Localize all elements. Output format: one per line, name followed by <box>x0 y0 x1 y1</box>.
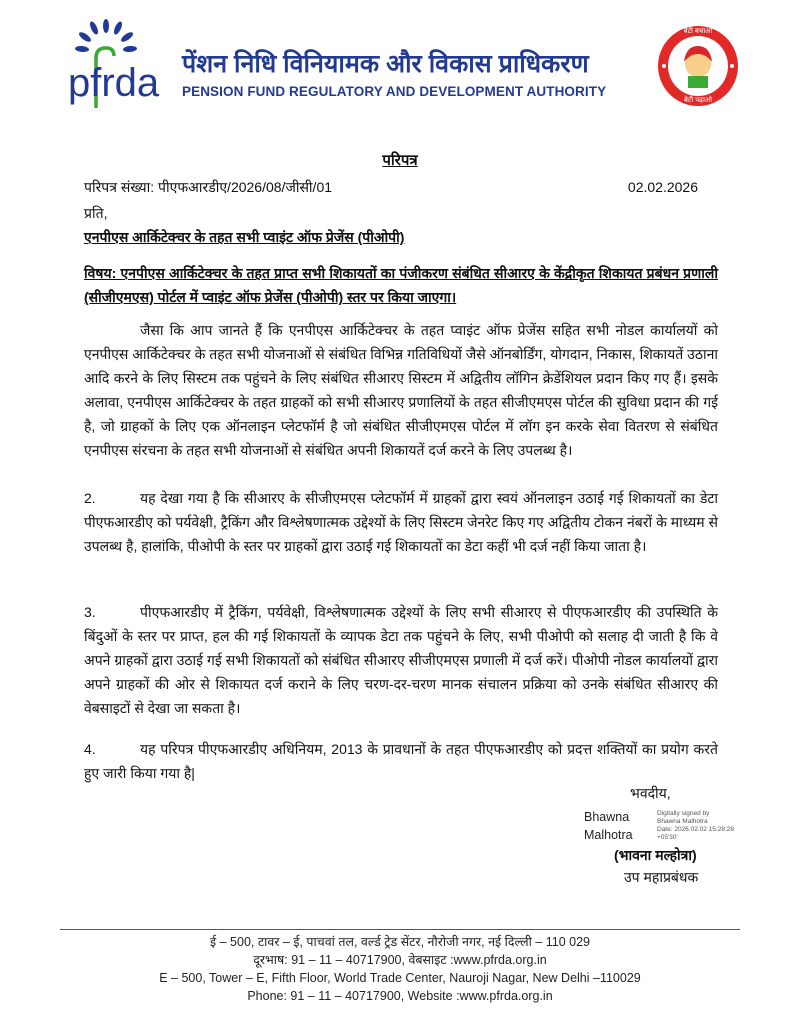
document-heading: परिपत्र <box>382 152 418 169</box>
paragraph-3 <box>84 600 718 720</box>
logo-bottom-text: बेटी पढ़ाओ <box>683 97 713 104</box>
paragraph-text: जैसा कि आप जानते हैं कि एनपीएस आर्किटेक्चर के तहत प्वाइंट ऑफ प्रेजेंस सहित सभी नोडल कार्यालयों को एनपीएस आर्किटेक्चर के तहत सभी योजनाओं से संबंधित विभिन्न गतिविधियों जैसे ऑनबोर्डिंग, योगदान, निकास, शिकायतें उठाना आदि करने के लिए सिस्टम तक पहुंचने के लिए संबंधित सीआरए सिस्टम में अद्वितीय लॉगिन क्रेडेंशियल प्रदान किए गए हैं। इसके अलावा, एनपीएस आर्किटेक्चर के तहत ग्राहकों को सभी सीआरए प्रणालियों के तहत सीजीएमएस पोर्टल की सुविधा प्रदान की गई है, जो ग्राहकों के लिए एक ऑनलाइन प्लेटफॉर्म है जो संबंधित सीजीएमएस पोर्टल में लॉग इन करके सेवा वितरण से संबंधित एनपीएस संरचना के तहत सभी योजनाओं से संबंधित अपनी शिकायतें दर्ज करने के लिए उपलब्ध है। <box>84 322 718 458</box>
digital-signature-block <box>657 810 734 842</box>
addressee: एनपीएस आर्किटेक्चर के तहत सभी प्वाइंट ऑफ प्रेजेंस (पीओपी) <box>84 229 405 245</box>
footer-contact-hindi: दूरभाष: 91 – 11 – 40717900, वेबसाइट :www.pfrda.org.in <box>253 953 547 967</box>
paragraph-4 <box>84 737 718 785</box>
footer-divider <box>60 929 740 930</box>
circular-date: 02.02.2026 <box>627 179 698 195</box>
paragraph-2 <box>84 486 718 558</box>
circular-number-row <box>84 175 718 199</box>
paragraph-text: यह देखा गया है कि सीआरए के सीजीएमएस प्लेटफॉर्म में ग्राहकों द्वारा स्वयं ऑनलाइन उठाई गई शिकायतों का डेटा पीएफआरडीए को पर्यवेक्षी, ट्रैकिंग और विश्लेषणात्मक उद्देश्यों के लिए सिस्टम जेनरेट किए गए अद्वितीय टोकन नंबरों के माध्यम से उपलब्ध है, हालांकि, पीओपी के स्तर पर ग्राहकों द्वारा उठाई गई शिकायतों का डेटा कहीं भी दर्ज नहीं किया जाता है। <box>84 490 718 554</box>
pfrda-logo-text: pfrda <box>68 61 160 105</box>
designation: उप महाप्रबंधक <box>624 869 699 885</box>
org-title-hindi: पेंशन निधि विनियामक और विकास प्राधिकरण <box>182 50 589 78</box>
paragraph-number: 2. <box>84 490 96 506</box>
digital-signature-line: Date: 2026.02.02 15:28:28 <box>657 826 734 833</box>
signer-name-english: Bhawna Malhotra <box>584 810 633 842</box>
closing: भवदीय, <box>630 785 671 801</box>
footer-contact-english: Phone: 91 – 11 – 40717900, Website :www.pfrda.org.in <box>247 989 553 1003</box>
paragraph-1 <box>84 318 718 462</box>
paragraph-number: 4. <box>84 741 96 757</box>
signer-name-hindi: (भावना मल्होत्रा) <box>614 847 697 863</box>
subject: विषय: एनपीएस आर्किटेक्चर के तहत प्राप्त सभी शिकायतों का पंजीकरण संबंधित सीआरए के केंद्रीकृत शिकायत प्रबंधन प्रणाली (सीजीएमएस) पोर्टल में प्वाइंट ऑफ प्रेजेंस (पीओपी) स्तर पर किया जाएगा। <box>84 265 718 305</box>
footer-address-hindi: ई – 500, टावर – ई, पाचवां तल, वर्ल्ड ट्रेड सेंटर, नौरोजी नगर, नई दिल्ली – 110 029 <box>210 935 590 949</box>
paragraph-text: यह परिपत्र पीएफआरडीए अधिनियम, 2013 के प्रावधानों के तहत पीएफआरडीए को प्रदत्त शक्तियों का प्रयोग करते हुए जारी किया गया है| <box>84 741 718 781</box>
org-title-english: PENSION FUND REGULATORY AND DEVELOPMENT AUTHORITY <box>182 84 607 99</box>
pfrda-logo <box>66 18 176 108</box>
circular-number: परिपत्र संख्या: पीएफआरडीए/2026/08/जीसी/01 <box>84 179 333 195</box>
paragraph-text: पीएफआरडीए में ट्रैकिंग, पर्यवेक्षी, विश्लेषणात्मक उद्देश्यों के लिए सभी सीआरए से पीएफआरडीए की उपस्थिति के बिंदुओं के स्तर पर प्राप्त, हल की गई शिकायतों के व्यापक डेटा तक पहुंचने के लिए, सभी पीओपी को सलाह दी जाती है कि वे अपने ग्राहकों द्वारा उठाई गई सभी शिकायतों को संबंधित सीआरए सीजीएमएस प्रणाली में दर्ज करें। पीओपी नोडल कार्यालयों द्वारा अपने ग्राहकों की ओर से शिकायत दर्ज कराने के लिए चरण-दर-चरण मानक संचालन प्रक्रिया को उनके संबंधित सीआरए की वेबसाइटों से देखा जा सकता है। <box>84 604 718 716</box>
footer-address-english: E – 500, Tower – E, Fifth Floor, World Trade Center, Nauroji Nagar, New Delhi –110029 <box>159 971 641 985</box>
paragraph-number: 3. <box>84 604 96 620</box>
digital-signature-line: Digitally signed by <box>657 810 710 817</box>
logo-top-text: बेटी बचाओ <box>683 28 713 35</box>
digital-signature-line: Bhawna Malhotra <box>657 818 708 825</box>
salutation-to: प्रति, <box>84 205 108 221</box>
digital-signature-line: +05'30' <box>657 834 678 841</box>
